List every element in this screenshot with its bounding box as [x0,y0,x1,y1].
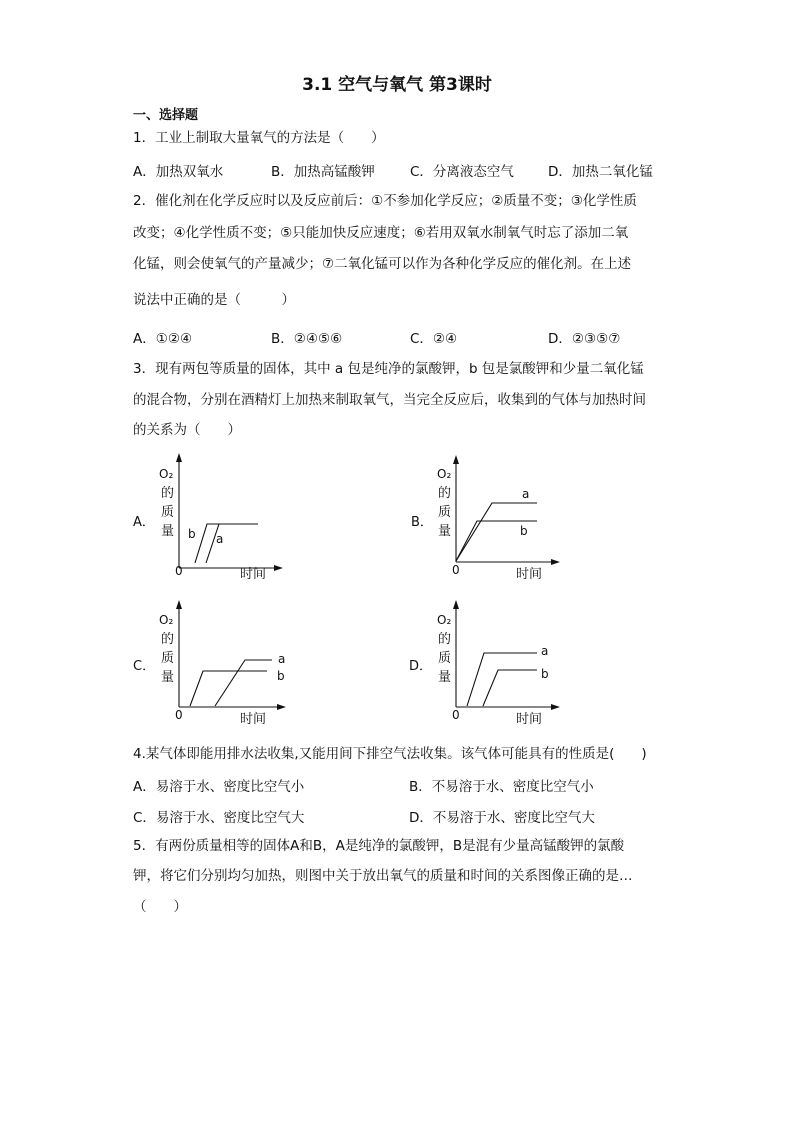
graph-c-ylabel-4: 量 [161,670,175,685]
question-2-option-c: C．②④ [410,331,458,347]
graph-a-ylabel-1: O₂ [159,467,174,481]
graph-a-ylabel-3: 质 [161,505,175,520]
graph-c-option-label: C． [133,659,156,674]
graph-d-ylabel-4: 量 [438,670,452,685]
graph-c-ylabel-2: 的 [161,632,175,647]
graph-d-ylabel-1: O₂ [437,613,452,627]
graph-b-ylabel-1: O₂ [437,467,452,481]
question-2-option-b: B．②④⑤⑥ [271,331,343,347]
question-1-option-c: C．分离液态空气 [410,164,514,180]
graph-a-origin: 0 [175,564,183,578]
graph-a-xlabel: 时间 [240,567,267,582]
graph-b-ylabel-2: 的 [438,486,452,501]
question-1-option-b: B．加热高锰酸钾 [271,164,375,180]
question-2-option-a: A．①②④ [133,331,193,347]
graph-c-ylabel-1: O₂ [159,613,174,627]
question-2-option-d: D．②③⑤⑦ [548,331,621,347]
question-5-line-2: 钾，将它们分别均匀加热，则图中关于放出氧气的质量和时间的关系图像正确的是… [133,868,633,884]
graph-a-ylabel-2: 的 [161,486,175,501]
graph-d-xlabel: 时间 [516,712,543,727]
graph-b-option-label: B． [411,515,433,530]
page-title: 3.1 空气与氧气 第3课时 [302,75,492,95]
graph-b-xlabel: 时间 [516,567,543,582]
question-4-option-a: A．易溶于水、密度比空气小 [133,779,305,795]
graph-b-ylabel-4: 量 [438,524,452,539]
graph-b-ylabel-3: 质 [438,505,452,520]
question-1-option-d: D．加热二氧化锰 [548,164,653,180]
graph-d-curve-a [467,653,537,706]
graph-d-curve-b [483,670,537,706]
question-1-option-a: A．加热双氧水 [133,164,224,180]
graph-a-option-label: A． [133,515,155,530]
graph-d-ylabel-3: 质 [438,651,452,666]
graph-b-origin: 0 [452,563,460,577]
graph-d-y-arrow [453,600,459,609]
graph-d-option-label: D． [409,659,433,674]
question-2-line-1: 2．催化剂在化学反应时以及反应前后：①不参加化学反应；②质量不变；③化学性质 [133,193,637,209]
question-4-option-d: D．不易溶于水、密度比空气大 [409,810,595,826]
graph-d-x-arrow [551,704,560,710]
graph-d-curve-label-2: b [541,667,549,681]
question-3-line-1: 3．现有两包等质量的固体，其中 a 包是纯净的氯酸钾，b 包是氯酸钾和少量二氧化锰 [133,361,644,377]
question-2-line-2: 改变；④化学性质不变；⑤只能加快反应速度；⑥若用双氧水制氧气时忘了添加二氧 [133,225,629,241]
graph-c-curve-label-2: b [277,669,285,683]
question-5-line-3: （ ） [133,899,187,915]
question-3-line-2: 的混合物，分别在酒精灯上加热来制取氧气，当完全反应后，收集到的气体与加热时间 [133,392,646,408]
question-4-option-c: C．易溶于水、密度比空气大 [133,810,305,826]
question-4-stem: 4.某气体即能用排水法收集,又能用间下排空气法收集。该气体可能具有的性质是( ) [133,746,647,762]
graph-c-origin: 0 [175,708,183,722]
graph-b-curve-label-1: a [522,487,530,501]
question-2-line-4: 说法中正确的是（ ） [133,292,295,308]
graph-a-curve-label-2: a [216,532,224,546]
graph-c-ylabel-3: 质 [161,651,175,666]
graph-a-ylabel-4: 量 [161,524,175,539]
graph-b-curve-label-2: b [520,524,528,538]
section-heading: 一、选择题 [133,108,199,123]
graph-a-curve-label-1: b [188,527,196,541]
graph-c-xlabel: 时间 [240,712,267,727]
graph-d-ylabel-2: 的 [438,632,452,647]
question-5-line-1: 5．有两份质量相等的固体A和B，A是纯净的氯酸钾，B是混有少量高锰酸钾的氯酸 [133,838,625,854]
question-1-stem: 1．工业上制取大量氧气的方法是（ ） [133,130,385,146]
question-3-line-3: 的关系为（ ） [133,422,241,438]
graph-d-curve-label-1: a [541,644,549,658]
graph-d-origin: 0 [452,708,460,722]
question-2-line-3: 化锰，则会使氧气的产量减少；⑦二氧化锰可以作为各种化学反应的催化剂。在上述 [133,256,632,272]
question-4-option-b: B．不易溶于水、密度比空气小 [409,779,594,795]
graph-c-curve-label-1: a [278,652,286,666]
